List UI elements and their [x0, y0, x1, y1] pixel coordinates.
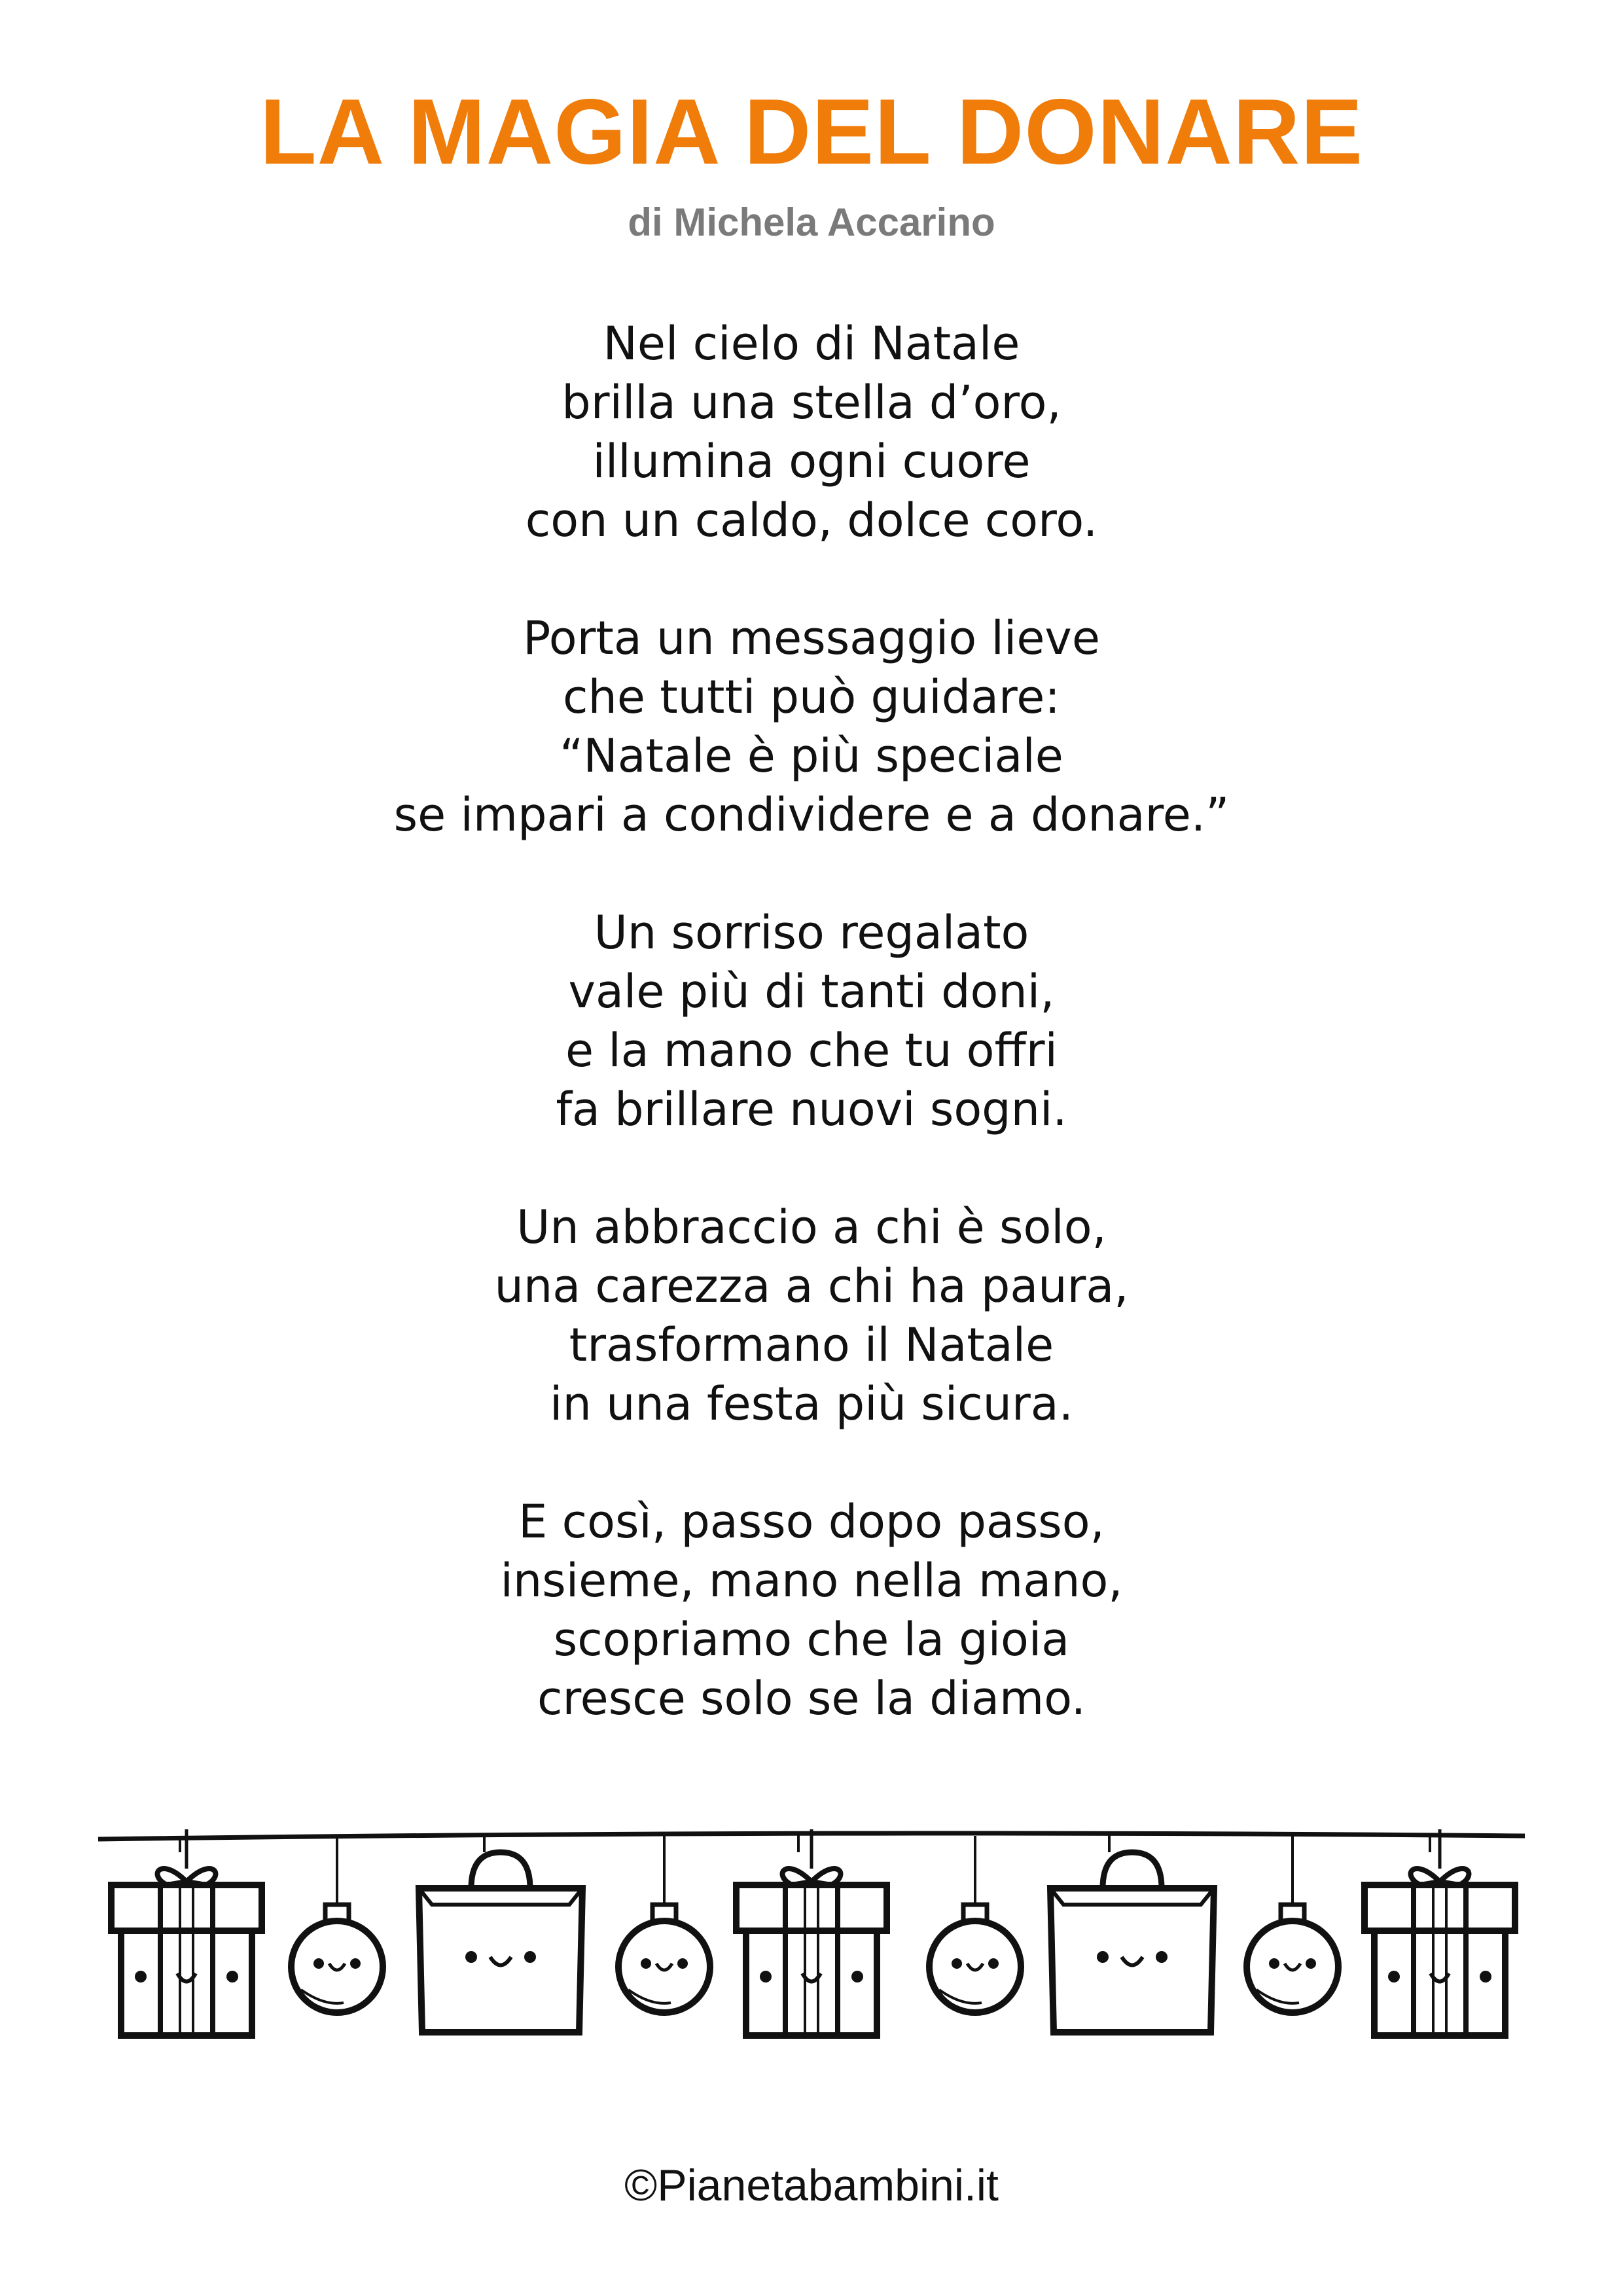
stanza	[0, 314, 1623, 550]
stanza	[0, 1492, 1623, 1728]
ornament-icon	[1247, 1836, 1338, 2013]
poem-line: in una festa più sicura.	[550, 1377, 1073, 1431]
poem-line: cresce solo se la diamo.	[537, 1672, 1086, 1725]
poem-line: Nel cielo di Natale	[603, 317, 1020, 370]
poem-line: se impari a condividere e a donare.”	[393, 788, 1230, 842]
ornament-icon	[291, 1836, 383, 2013]
gift-icon	[111, 1829, 262, 2036]
author-line: di Michela Accarino	[628, 200, 995, 244]
poem-line: una carezza a chi ha paura,	[494, 1259, 1129, 1313]
shopping-bag-icon	[419, 1852, 582, 2032]
gift-icon	[736, 1829, 887, 2036]
poem-line: Un sorriso regalato	[594, 906, 1029, 960]
poem-line: fa brillare nuovi sogni.	[556, 1083, 1067, 1136]
poem-line: trasformano il Natale	[569, 1318, 1054, 1372]
poem-line: insieme, mano nella mano,	[500, 1554, 1123, 1607]
garland-illustration	[0, 1820, 1623, 2081]
poem	[0, 314, 1623, 1787]
poem-line: illumina ogni cuore	[592, 435, 1031, 488]
poem-line: Un abbraccio a chi è solo,	[516, 1200, 1107, 1254]
copyright-footer: ©Pianetabambini.it	[624, 2161, 999, 2210]
poem-line: brilla una stella d’oro,	[562, 376, 1061, 429]
stanza	[0, 609, 1623, 844]
poem-line: che tutti può guidare:	[563, 670, 1060, 724]
poem-line: “Natale è più speciale	[560, 729, 1063, 783]
page-title: LA MAGIA DEL DONARE	[259, 80, 1364, 184]
gift-icon	[1364, 1829, 1515, 2036]
stanza	[0, 1198, 1623, 1433]
poem-line: vale più di tanti doni,	[568, 965, 1055, 1018]
poem-line: Porta un messaggio lieve	[523, 611, 1100, 665]
ornament-icon	[929, 1836, 1021, 2013]
poem-line: con un caldo, dolce coro.	[525, 493, 1098, 547]
shopping-bag-icon	[1050, 1852, 1214, 2032]
stanza	[0, 903, 1623, 1139]
poem-line: scopriamo che la gioia	[553, 1613, 1070, 1666]
poem-line: E così, passo dopo passo,	[518, 1495, 1105, 1549]
ornament-icon	[618, 1836, 710, 2013]
poem-line: e la mano che tu offri	[565, 1024, 1058, 1077]
